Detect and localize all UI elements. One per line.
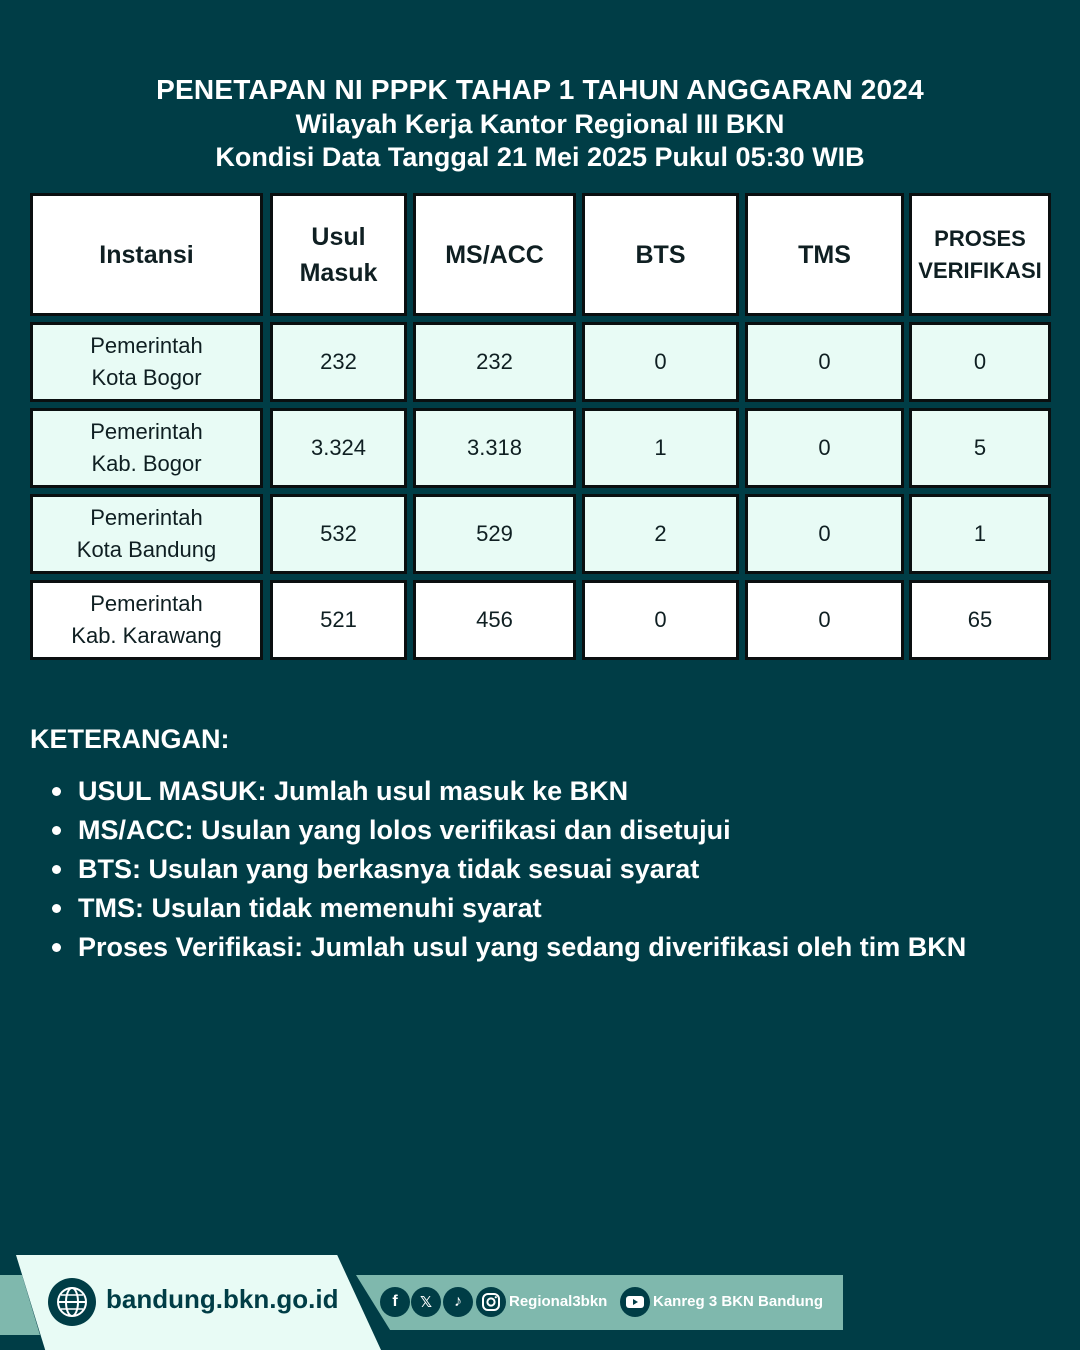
table-row-0-instansi [30,322,263,402]
globe-icon [48,1278,96,1326]
social-handle[interactable]: Regional3bkn [509,1293,608,1310]
instansi-line1: Pemerintah [90,505,203,530]
bullet-icon [52,904,61,913]
bullet-icon [52,865,61,874]
keterangan-item [48,889,966,928]
header-ms-acc [413,193,576,316]
instansi-line1: Pemerintah [90,333,203,358]
keterangan-list [48,772,966,967]
page-header [0,72,1080,174]
keterangan-item-text: BTS: Usulan yang berkasnya tidak sesuai syarat [78,854,700,884]
bullet-icon [52,826,61,835]
globe-icon-svg [55,1285,89,1319]
instansi-line2: Kab. Bogor [91,451,202,476]
table-row-3-instansi [30,580,263,660]
bullet-icon [52,787,61,796]
tiktok-icon[interactable]: ♪ [443,1287,473,1317]
instansi-line1: Pemerintah [90,591,203,616]
instansi-line1: Pemerintah [90,419,203,444]
keterangan-item [48,850,966,889]
page-title: PENETAPAN NI PPPK TAHAP 1 TAHUN ANGGARAN 2024 [156,74,924,105]
youtube-channel[interactable]: Kanreg 3 BKN Bandung [653,1293,824,1310]
x-icon[interactable]: 𝕏 [411,1287,441,1317]
table-row-0-ms: 232 [413,322,576,402]
website-link[interactable]: bandung.bkn.go.id [106,1284,339,1314]
keterangan-item-text: Proses Verifikasi: Jumlah usul yang sedang diverifikasi oleh tim BKN [78,932,967,962]
header-bts [582,193,739,316]
table-row-2-bts: 2 [582,494,739,574]
header-usul-masuk [270,193,407,316]
instagram-icon[interactable] [476,1287,506,1317]
table-row-2-instansi [30,494,263,574]
keterangan-title: KETERANGAN: [30,724,230,754]
table-row-1-usul: 3.324 [270,408,407,488]
table-row-1-bts: 1 [582,408,739,488]
header-instansi-label: Instansi [99,240,194,269]
keterangan-item [48,772,966,811]
table-row-3-bts: 0 [582,580,739,660]
youtube-icon-svg [625,1294,645,1310]
table-row-2-usul: 532 [270,494,407,574]
table-row-1-proses: 5 [909,408,1051,488]
header-proses-line1: PROSES [934,225,1026,251]
facebook-icon[interactable]: f [380,1287,410,1317]
header-instansi [30,193,263,316]
instagram-icon-svg [481,1292,501,1312]
table-row-3-proses: 65 [909,580,1051,660]
table-row-3-ms: 456 [413,580,576,660]
header-proses-line2: VERIFIKASI [918,257,1042,283]
table-row-1-instansi [30,408,263,488]
instansi-line2: Kota Bandung [76,537,217,562]
keterangan-item [48,811,966,850]
header-tms [745,193,904,316]
keterangan-item-text: MS/ACC: Usulan yang lolos verifikasi dan disetujui [78,815,731,845]
table-row-1-ms: 3.318 [413,408,576,488]
header-proses-verifikasi [909,193,1051,316]
table-row-3-usul: 521 [270,580,407,660]
youtube-icon[interactable] [620,1287,650,1317]
table-row-3-tms: 0 [745,580,904,660]
data-date: Kondisi Data Tanggal 21 Mei 2025 Pukul 05:30 WIB [215,142,865,172]
page-subtitle: Wilayah Kerja Kantor Regional III BKN [295,109,785,139]
header-usul-line2: Masuk [299,258,378,287]
instansi-line2: Kota Bogor [91,365,202,390]
table-row-0-bts: 0 [582,322,739,402]
table-row-0-usul: 232 [270,322,407,402]
table-row-0-tms: 0 [745,322,904,402]
keterangan-item-text: USUL MASUK: Jumlah usul masuk ke BKN [78,776,629,806]
bullet-icon [52,943,61,952]
header-usul-line1: Usul [311,222,366,251]
header-tms-label: TMS [798,240,851,269]
instansi-line2: Kab. Karawang [71,623,222,648]
table-row-1-tms: 0 [745,408,904,488]
keterangan-item-text: TMS: Usulan tidak memenuhi syarat [78,893,542,923]
header-ms-acc-label: MS/ACC [445,240,544,269]
header-bts-label: BTS [635,240,686,269]
keterangan-item [48,928,966,967]
table-row-2-proses: 1 [909,494,1051,574]
table-row-0-proses: 0 [909,322,1051,402]
table-row-2-ms: 529 [413,494,576,574]
table-row-2-tms: 0 [745,494,904,574]
